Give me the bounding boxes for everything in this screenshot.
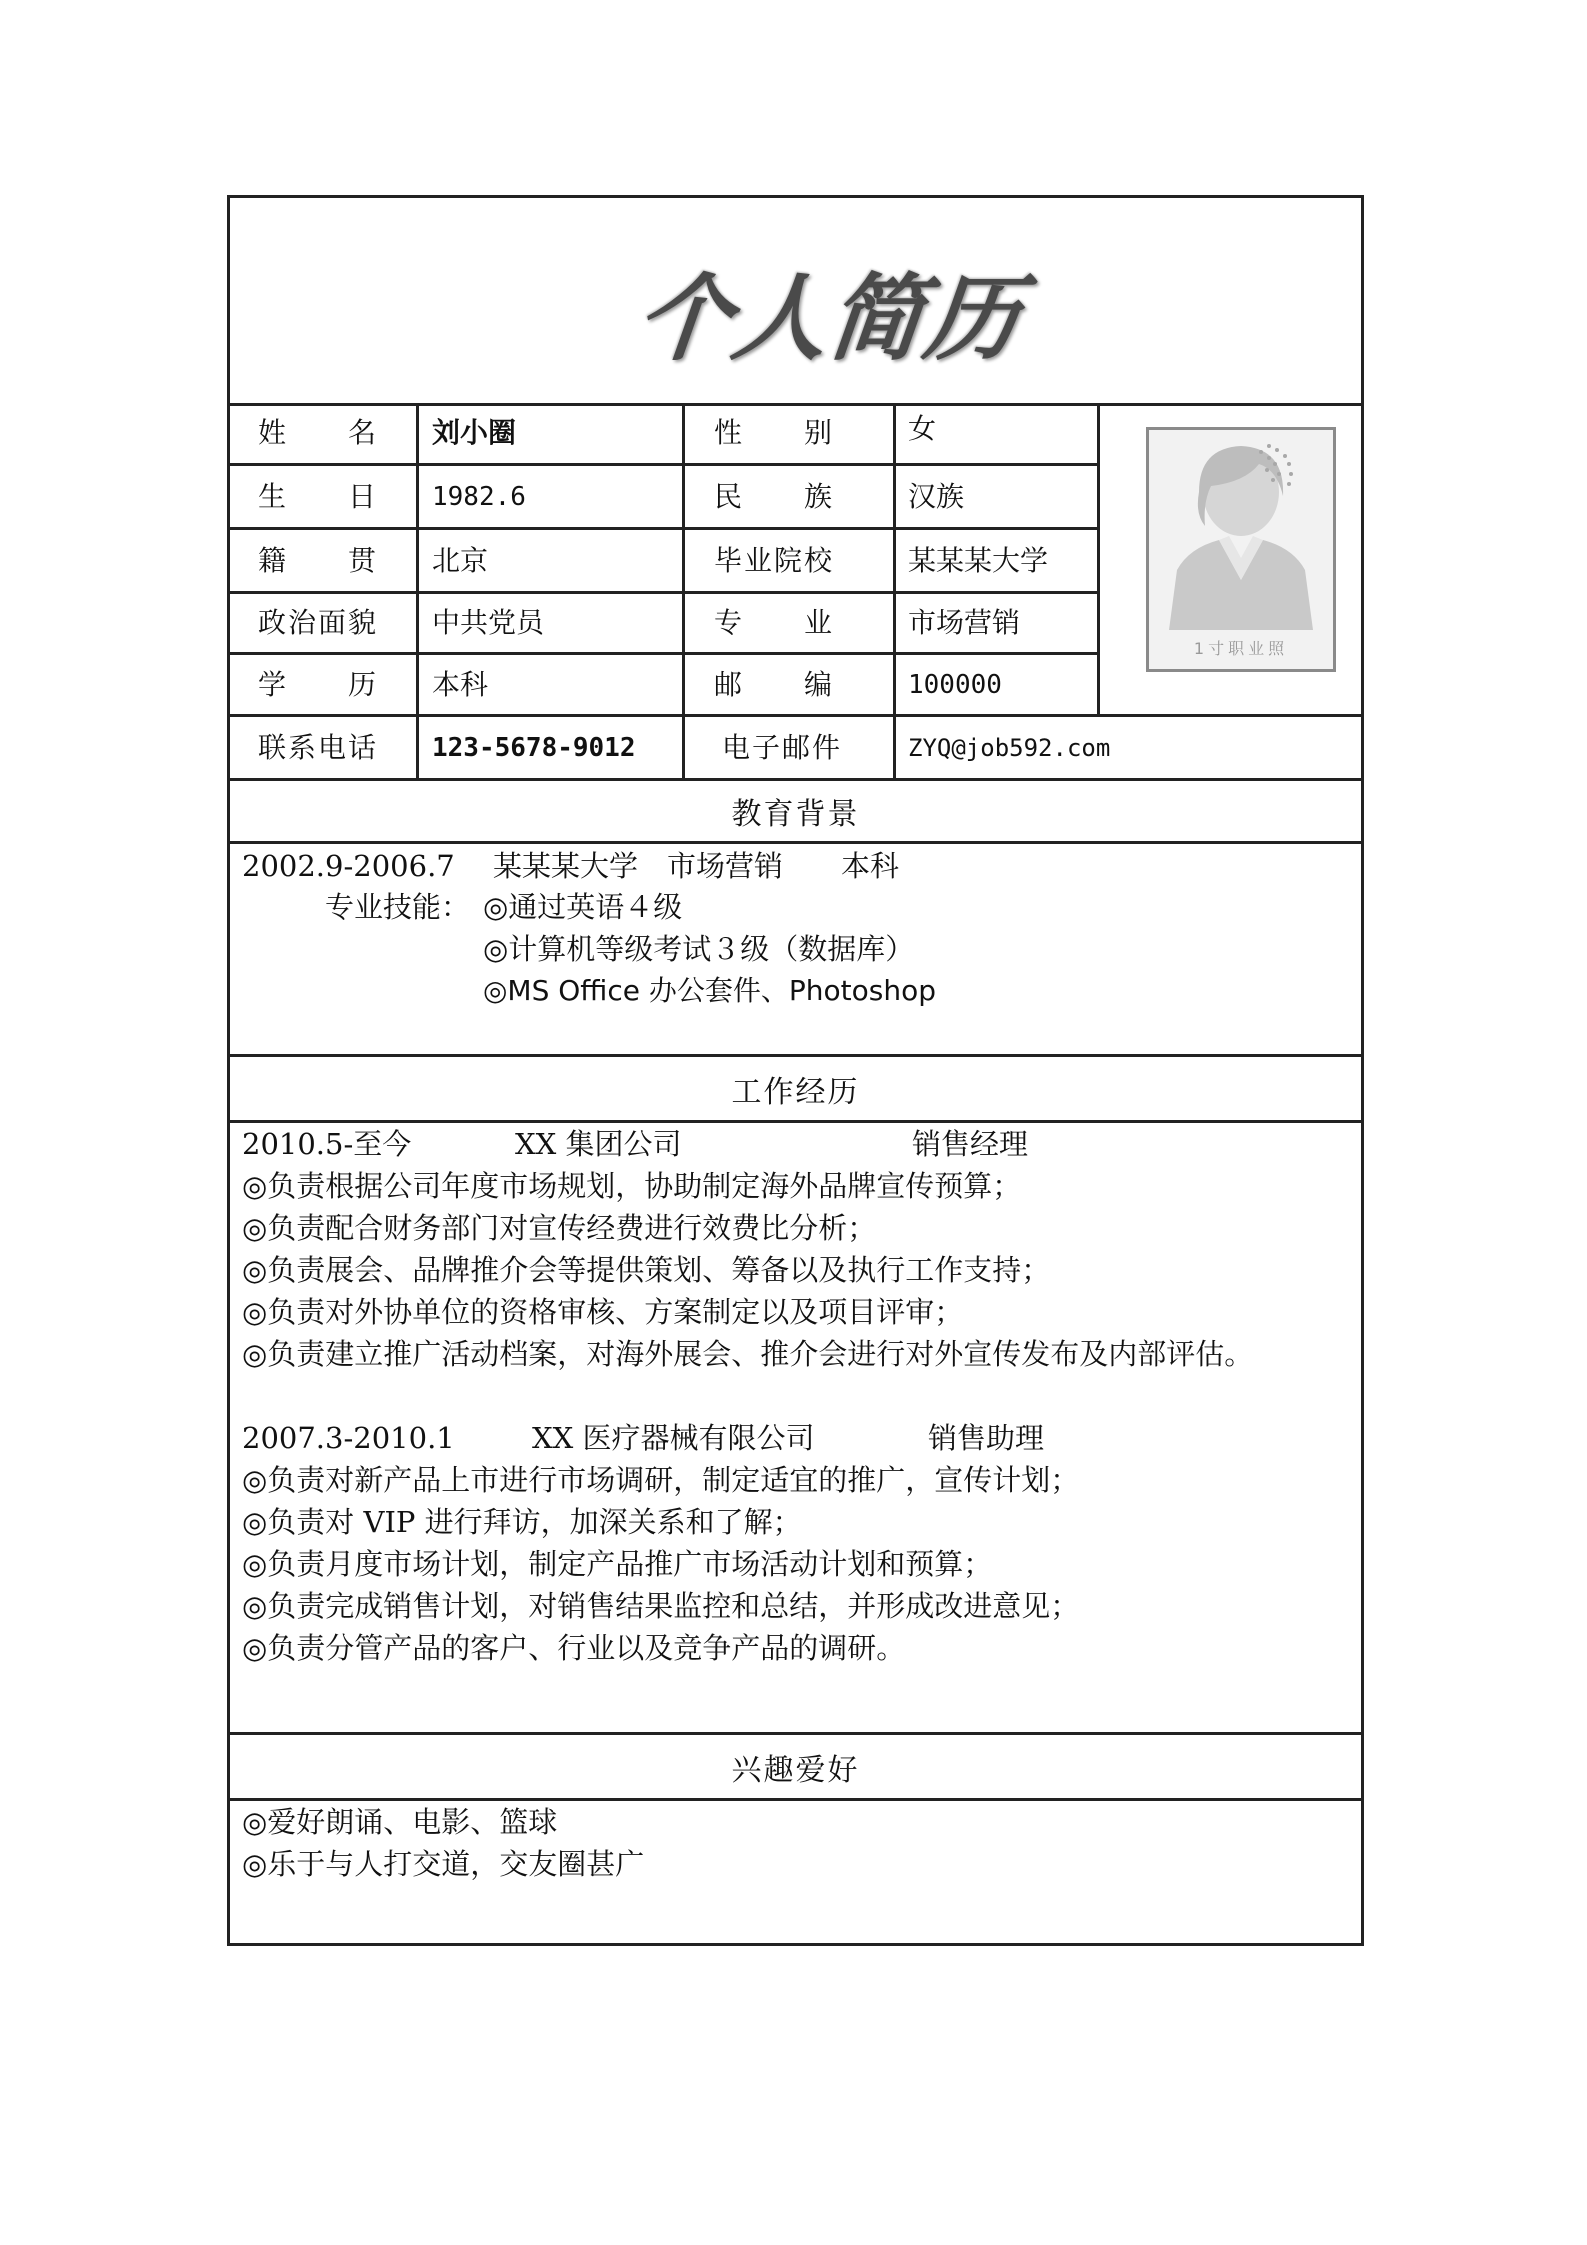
name-value: 刘小圈	[432, 416, 517, 449]
email-value: ZYQ@job592.com	[908, 733, 1111, 762]
email-label: 电子邮件	[722, 730, 843, 764]
skills-label: 专业技能：	[325, 890, 471, 924]
politics-value: 中共党员	[432, 606, 545, 639]
job-company: XX 集团公司	[515, 1127, 682, 1161]
job-duty: ◎负责完成销售计划，对销售结果监控和总结，并形成改进意见；	[242, 1589, 1080, 1623]
ethnicity-value: 汉族	[908, 479, 965, 513]
divider	[227, 1798, 1364, 1801]
divider	[682, 403, 685, 778]
resume-title: 个人简历	[631, 264, 1027, 374]
job-duty: ◎负责配合财务部门对宣传经费进行效费比分析；	[242, 1211, 877, 1245]
politics-label: 政治面貌	[258, 606, 379, 639]
birth-label: 生 日	[258, 479, 379, 513]
job-duty: ◎负责建立推广活动档案，对海外展会、推介会进行对外宣传发布及内部评估。	[242, 1337, 1254, 1371]
education-title: 教育背景	[731, 797, 860, 832]
phone-value: 123-5678-9012	[432, 732, 636, 763]
profile-photo	[1146, 427, 1336, 672]
job-duty: ◎负责对 VIP 进行拜访，加深关系和了解；	[242, 1505, 802, 1539]
education-entry: 2002.9-2006.7 某某某大学 市场营销 本科	[242, 849, 899, 883]
degree-label: 学 历	[258, 667, 379, 701]
job-position: 销售助理	[928, 1421, 1045, 1455]
job-duty: ◎负责展会、品牌推介会等提供策划、筹备以及执行工作支持；	[242, 1253, 1051, 1287]
divider	[227, 1120, 1364, 1123]
native-place-label: 籍 贯	[258, 543, 379, 577]
postcode-value: 100000	[908, 669, 1002, 700]
work-title: 工作经历	[731, 1074, 860, 1110]
job-duty: ◎负责分管产品的客户、行业以及竞争产品的调研。	[242, 1631, 906, 1665]
degree-value: 本科	[432, 667, 489, 701]
gender-value: 女	[908, 412, 937, 445]
job-duty: ◎负责对新产品上市进行市场调研，制定适宜的推广，宣传计划；	[242, 1463, 1080, 1497]
divider	[416, 403, 419, 778]
job-duty: ◎负责对外协单位的资格审核、方案制定以及项目评审；	[242, 1295, 964, 1329]
job-position: 销售经理	[912, 1127, 1029, 1161]
job-period: 2007.3-2010.1	[242, 1421, 455, 1455]
name-label: 姓 名	[258, 416, 379, 449]
skill-item: ◎计算机等级考试３级（数据库）	[483, 932, 915, 966]
school-label: 毕业院校	[714, 543, 835, 577]
hobbies-title: 兴趣爱好	[731, 1752, 860, 1788]
divider	[1097, 403, 1100, 714]
skill-item: ◎MS Office 办公套件、Photoshop	[483, 974, 937, 1007]
job-company: XX 医疗器械有限公司	[532, 1421, 815, 1455]
photo-caption: 1寸职业照	[1193, 639, 1289, 658]
native-place-value: 北京	[432, 543, 489, 577]
job-period: 2010.5-至今	[242, 1127, 412, 1161]
postcode-label: 邮 编	[714, 667, 835, 701]
divider	[893, 403, 896, 778]
major-label: 专 业	[714, 606, 835, 639]
hobby-item: ◎乐于与人打交道，交友圈甚广	[242, 1847, 645, 1881]
gender-label: 性 别	[714, 416, 835, 449]
phone-label: 联系电话	[258, 730, 379, 764]
job-duty: ◎负责月度市场计划，制定产品推广市场活动计划和预算；	[242, 1547, 993, 1581]
major-value: 市场营销	[908, 606, 1021, 639]
divider	[227, 841, 1364, 844]
birth-value: 1982.6	[432, 481, 526, 512]
skill-item: ◎通过英语４级	[483, 890, 683, 924]
hobby-item: ◎爱好朗诵、电影、篮球	[242, 1805, 558, 1839]
job-duty: ◎负责根据公司年度市场规划，协助制定海外品牌宣传预算；	[242, 1169, 1022, 1203]
avatar-icon	[1149, 430, 1333, 630]
ethnicity-label: 民 族	[714, 479, 835, 513]
school-value: 某某某大学	[908, 543, 1049, 577]
